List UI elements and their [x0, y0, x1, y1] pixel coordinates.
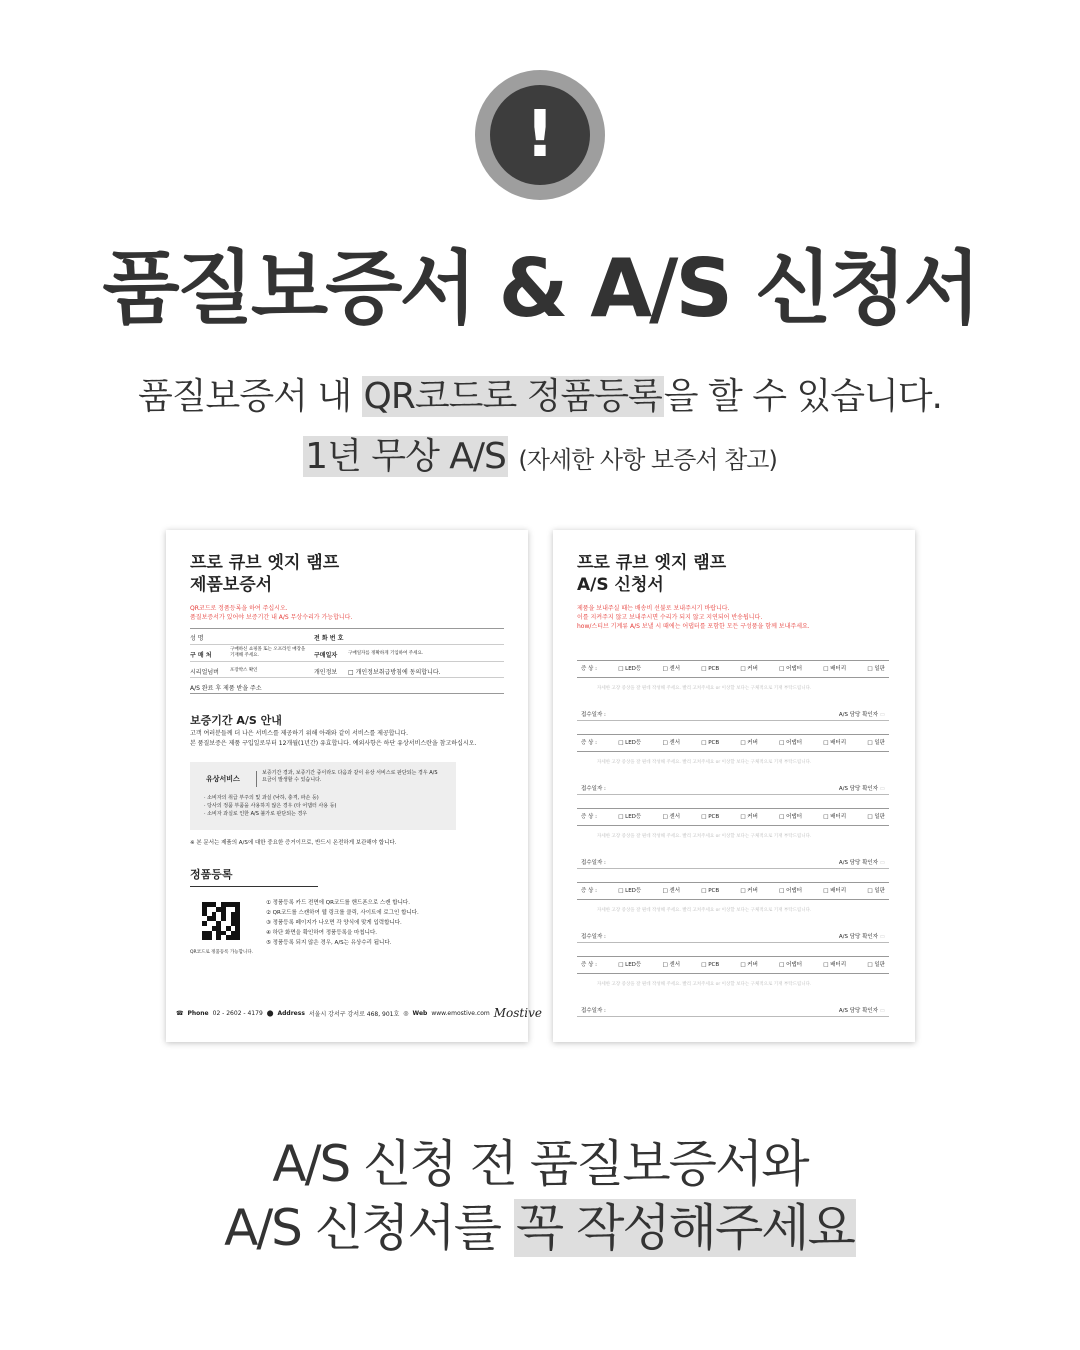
paid-service-list: · 소비자의 취급 부주의 및 과실 (낙하, 충격, 파손 등) · 당사의 정품 부품을 사용하지 않은 경우 (타 어댑터 사용 등) · 소비자 과실로 인한 A/S 불가로 판단되는 경우 — [204, 795, 337, 817]
as-entry: 증 상 : □ LED등 □ 센서 □ PCB □ 커버 □ 어댑터 □ 배터리 □ 일판 자세한 고장 증상을 잘 뭔데 작성해 주세요. 빨리 고쳐주세요 or 이상할 보다는 구체적으로 기재 부탁드립니다. 접수일자 : A/S 담당 확인자 ▭ — [577, 956, 889, 987]
symptom-option[interactable]: □ 센서 — [662, 814, 681, 820]
web-icon: ◎ — [403, 1009, 409, 1017]
symptom-option[interactable]: □ PCB — [701, 888, 720, 894]
bottom-line-2: A/S 신청서를 꼭 작성해주세요 — [224, 1199, 854, 1257]
registration-steps: ① 정품등록 카드 전면에 QR코드를 핸드폰으로 스캔 합니다. ② QR코드를 스캔하여 웹 링크를 클릭, 사이트에 로그인 합니다. ③ 정품등록 페이지가 나오면 각 양식에 맞게 입력합니다. ④ 하단 화면을 확인하여 정품등록을 마칩니다. ⑤ 정품등록 되지 않은 경우, A/S는 유상수리 됩니다. — [266, 900, 419, 946]
field-store-hint: 구매하신 쇼핑몰 또는 오프라인 매장을 기재해 주세요. — [230, 647, 306, 658]
symptom-option[interactable]: □ 어댑터 — [779, 962, 803, 968]
highlight-free-as: 1년 무상 A/S — [305, 436, 506, 477]
field-privacy: 개인정보 — [314, 669, 338, 676]
field-date: 구매일자 — [314, 652, 338, 659]
page-title: 품질보증서 & A/S 신청서 — [102, 242, 978, 335]
subtitle-line-2 — [0, 428, 1080, 479]
subtitle-line-1: 품질보증서 내 QR코드로 정품등록을 할 수 있습니다. — [138, 376, 942, 417]
signature-icon: ▭ — [879, 860, 885, 866]
warranty-document: 프로 큐브 엣지 램프 제품보증서 QR코드로 정품등록을 하여 주십시오. 품질보증서가 있어야 보증기간 내 A/S 무상수리가 가능합니다. 성 명 전 화 번 호 구 매 처 구매하신 쇼핑몰 또는 오프라인 매장을 기재해 주세요. 구매일자 구매일자를 정확하게 기입하여 주세요. 시리얼넘버 포장박스 확인 개인정보 □ 개인정보취급방침에 동의합니다. A/S 완료 후 제품 받을 주소 보증기간 A/S 안내 고객 여러분들께 더 나은 서비스를 제공하기 위해 아래와 같이 서비스를 제공합니다. 본 품질보증은 제품 구입일로부터 12개월(1년간) 유효합니다. 예외사항은 하단 유상서비스란을 참고하십시오. 유상서비스 보증기간 경과, 보증기간 중이라도 다음과 같이 유상 서비스로 판단되는 경우 A/S 요금이 발생할 수 있습니다. · 소비자의 취급 부주의 및 과실 (낙하, 충격, 파손 등) · 당사의 정품 부품을 사용하지 않은 경우 (타 어댑터 사용 등) · 소비자 과실로 인한 A/S 불가로 판단되는 경우 ※ 본 문서는 제품의 A/S에 대한 중요한 증거이므로, 반드시 온전하게 보관해야 합니다. 정품등록 QR코드로 정품등록 가능합니다. ① 정품등록 카드 전면에 QR코드를 핸드폰으로 스캔 합니다. ② QR코드를 스캔하여 웹 링크를 클릭, 사이트에 로그인 합니다. ③ 정품등록 페이지가 나오면 각 양식에 맞게 입력합니다. ④ 하단 화면을 확인하여 정품등록을 마칩니다. ⑤ 정품등록 되지 않은 경우, A/S는 유상수리 됩니다. ☎ Phone 02 - 2602 - 4179 ⬤ Address 서울시 강서구 강서로 468, 901호 ◎ Web www.emostive.com Mostive — [166, 530, 528, 1042]
field-address: A/S 완료 후 제품 받을 주소 — [190, 685, 262, 692]
keep-note: ※ 본 문서는 제품의 A/S에 대한 중요한 증거이므로, 반드시 온전하게 보관해야 합니다. — [190, 840, 397, 846]
symptom-option[interactable]: □ 일판 — [867, 740, 885, 746]
symptom-option[interactable]: □ 일판 — [867, 888, 885, 894]
highlight-qr-registration: QR코드로 정품등록 — [363, 376, 662, 417]
symptom-option[interactable]: □ LED등 — [618, 888, 642, 894]
warranty-period-title: 보증기간 A/S 안내 — [190, 714, 282, 727]
received-row: 접수일자 : A/S 담당 확인자 ▭ — [581, 934, 885, 940]
symptom-option[interactable]: □ 배터리 — [823, 888, 847, 894]
symptom-option[interactable]: □ 일판 — [867, 814, 885, 820]
symptom-option[interactable]: □ 커버 — [740, 814, 758, 820]
warranty-title: 프로 큐브 엣지 램프 제품보증서 — [190, 553, 340, 595]
symptom-row: 증 상 : □ LED등 □ 센서 □ PCB □ 커버 □ 어댑터 □ 배터리 □ 일판 — [581, 962, 885, 968]
field-store: 구 매 처 — [190, 652, 212, 659]
as-title: 프로 큐브 엣지 램프 A/S 신청서 — [577, 553, 727, 595]
field-date-hint: 구매일자를 정확하게 기입하여 주세요. — [348, 651, 424, 656]
symptom-option[interactable]: □ 커버 — [740, 962, 758, 968]
field-phone: 전 화 번 호 — [314, 635, 344, 642]
symptom-row: 증 상 : □ LED등 □ 센서 □ PCB □ 커버 □ 어댑터 □ 배터리 □ 일판 — [581, 888, 885, 894]
symptom-option[interactable]: □ PCB — [701, 666, 720, 672]
received-row: 접수일자 : A/S 담당 확인자 ▭ — [581, 786, 885, 792]
subtitle-note: (자세한 사항 보증서 참고) — [518, 446, 777, 474]
symptom-option[interactable]: □ 배터리 — [823, 740, 847, 746]
symptom-option[interactable]: □ PCB — [701, 962, 720, 968]
phone-icon: ☎ — [176, 1009, 184, 1017]
paid-service-box: 유상서비스 보증기간 경과, 보증기간 중이라도 다음과 같이 유상 서비스로 판단되는 경우 A/S 요금이 발생할 수 있습니다. · 소비자의 취급 부주의 및 과실 (낙하, 충격, 파손 등) · 당사의 정품 부품을 사용하지 않은 경우 (타 어댑터 사용 등) · 소비자 과실로 인한 A/S 불가로 판단되는 경우 — [190, 762, 456, 830]
warranty-notice: QR코드로 정품등록을 하여 주십시오. 품질보증서가 있어야 보증기간 내 A/S 무상수리가 가능합니다. — [190, 605, 353, 621]
symptom-option[interactable]: □ 배터리 — [823, 962, 847, 968]
signature-icon: ▭ — [879, 934, 885, 940]
received-row: 접수일자 : A/S 담당 확인자 ▭ — [581, 1008, 885, 1014]
qr-caption: QR코드로 정품등록 가능합니다. — [190, 950, 254, 955]
symptom-option[interactable]: □ 배터리 — [823, 814, 847, 820]
symptom-option[interactable]: □ 일판 — [867, 666, 885, 672]
field-serial-hint: 포장박스 확인 — [230, 668, 258, 673]
registration-title: 정품등록 — [190, 868, 233, 881]
brand-logo: Mostive — [493, 1006, 542, 1020]
highlight-must-fill: 꼭 작성해주세요 — [515, 1199, 854, 1257]
symptom-option[interactable]: □ 센서 — [662, 962, 681, 968]
as-entry: 증 상 : □ LED등 □ 센서 □ PCB □ 커버 □ 어댑터 □ 배터리 □ 일판 자세한 고장 증상을 잘 뭔데 작성해 주세요. 빨리 고쳐주세요 or 이상할 보다는 구체적으로 기재 부탁드립니다. 접수일자 : A/S 담당 확인자 ▭ — [577, 808, 889, 839]
signature-icon: ▭ — [879, 712, 885, 718]
warranty-footer: ☎ Phone 02 - 2602 - 4179 ⬤ Address 서울시 강서구 강서로 468, 901호 ◎ Web www.emostive.com Mostive — [176, 1006, 542, 1020]
symptom-row: 증 상 : □ LED등 □ 센서 □ PCB □ 커버 □ 어댑터 □ 배터리 □ 일판 — [581, 740, 885, 746]
symptom-option[interactable]: □ 센서 — [662, 666, 681, 672]
location-icon: ⬤ — [266, 1009, 274, 1017]
symptom-option[interactable]: □ 일판 — [867, 962, 885, 968]
symptom-row: 증 상 : □ LED등 □ 센서 □ PCB □ 커버 □ 어댑터 □ 배터리 □ 일판 — [581, 666, 885, 672]
symptom-option[interactable]: □ LED등 — [618, 962, 642, 968]
symptom-option[interactable]: □ LED등 — [618, 666, 642, 672]
as-application-document — [553, 530, 915, 1042]
symptom-option[interactable]: □ 센서 — [662, 740, 681, 746]
paid-service-label: 유상서비스 — [206, 775, 240, 783]
symptom-option[interactable]: □ 커버 — [740, 740, 758, 746]
symptom-option[interactable]: □ 커버 — [740, 888, 758, 894]
symptom-option[interactable]: □ 어댑터 — [779, 666, 803, 672]
symptom-option[interactable]: □ LED등 — [618, 740, 642, 746]
field-name: 성 명 — [190, 635, 204, 642]
received-row: 접수일자 : A/S 담당 확인자 ▭ — [581, 712, 885, 718]
alert-icon — [475, 70, 605, 200]
exclamation-icon: ! — [490, 85, 590, 185]
symptom-option[interactable]: □ 어댑터 — [779, 888, 803, 894]
privacy-checkbox[interactable]: □ 개인정보취급방침에 동의합니다. — [348, 669, 441, 676]
symptom-option[interactable]: □ PCB — [701, 740, 720, 746]
as-entry: 증 상 : □ LED등 □ 센서 □ PCB □ 커버 □ 어댑터 □ 배터리 □ 일판 자세한 고장 증상을 잘 뭔데 작성해 주세요. 빨리 고쳐주세요 or 이상할 보다는 구체적으로 기재 부탁드립니다. 접수일자 : A/S 담당 확인자 ▭ — [577, 660, 889, 691]
signature-icon: ▭ — [879, 786, 885, 792]
symptom-option[interactable]: □ 센서 — [662, 888, 681, 894]
symptom-row: 증 상 : □ LED등 □ 센서 □ PCB □ 커버 □ 어댑터 □ 배터리 □ 일판 — [581, 814, 885, 820]
symptom-option[interactable]: □ 배터리 — [823, 666, 847, 672]
received-row: 접수일자 : A/S 담당 확인자 ▭ — [581, 860, 885, 866]
signature-icon: ▭ — [879, 1008, 885, 1014]
as-notice: 제품을 보내주실 때는 배송비 선불로 보내주시기 바랍니다. 이를 지켜주지 않고 보내주시면 수리가 되지 않고 지연되어 반송됩니다. how/스티브 기계류 A/S 보낼 시 때에는 어댑터를 포함한 모든 구성품을 함께 보내주세요. — [577, 605, 810, 630]
qr-code-icon — [202, 902, 240, 940]
symptom-option[interactable]: □ LED등 — [618, 814, 642, 820]
symptom-option[interactable]: □ 어댑터 — [779, 814, 803, 820]
field-serial: 시리얼넘버 — [190, 669, 219, 676]
symptom-option[interactable]: □ 커버 — [740, 666, 758, 672]
symptom-option[interactable]: □ PCB — [701, 814, 720, 820]
as-entry: 증 상 : □ LED등 □ 센서 □ PCB □ 커버 □ 어댑터 □ 배터리 □ 일판 자세한 고장 증상을 잘 뭔데 작성해 주세요. 빨리 고쳐주세요 or 이상할 보다는 구체적으로 기재 부탁드립니다. 접수일자 : A/S 담당 확인자 ▭ — [577, 882, 889, 913]
as-entry: 증 상 : □ LED등 □ 센서 □ PCB □ 커버 □ 어댑터 □ 배터리 □ 일판 자세한 고장 증상을 잘 뭔데 작성해 주세요. 빨리 고쳐주세요 or 이상할 보다는 구체적으로 기재 부탁드립니다. 접수일자 : A/S 담당 확인자 ▭ — [577, 734, 889, 765]
bottom-line-1: A/S 신청 전 품질보증서와 — [272, 1135, 808, 1193]
symptom-option[interactable]: □ 어댑터 — [779, 740, 803, 746]
